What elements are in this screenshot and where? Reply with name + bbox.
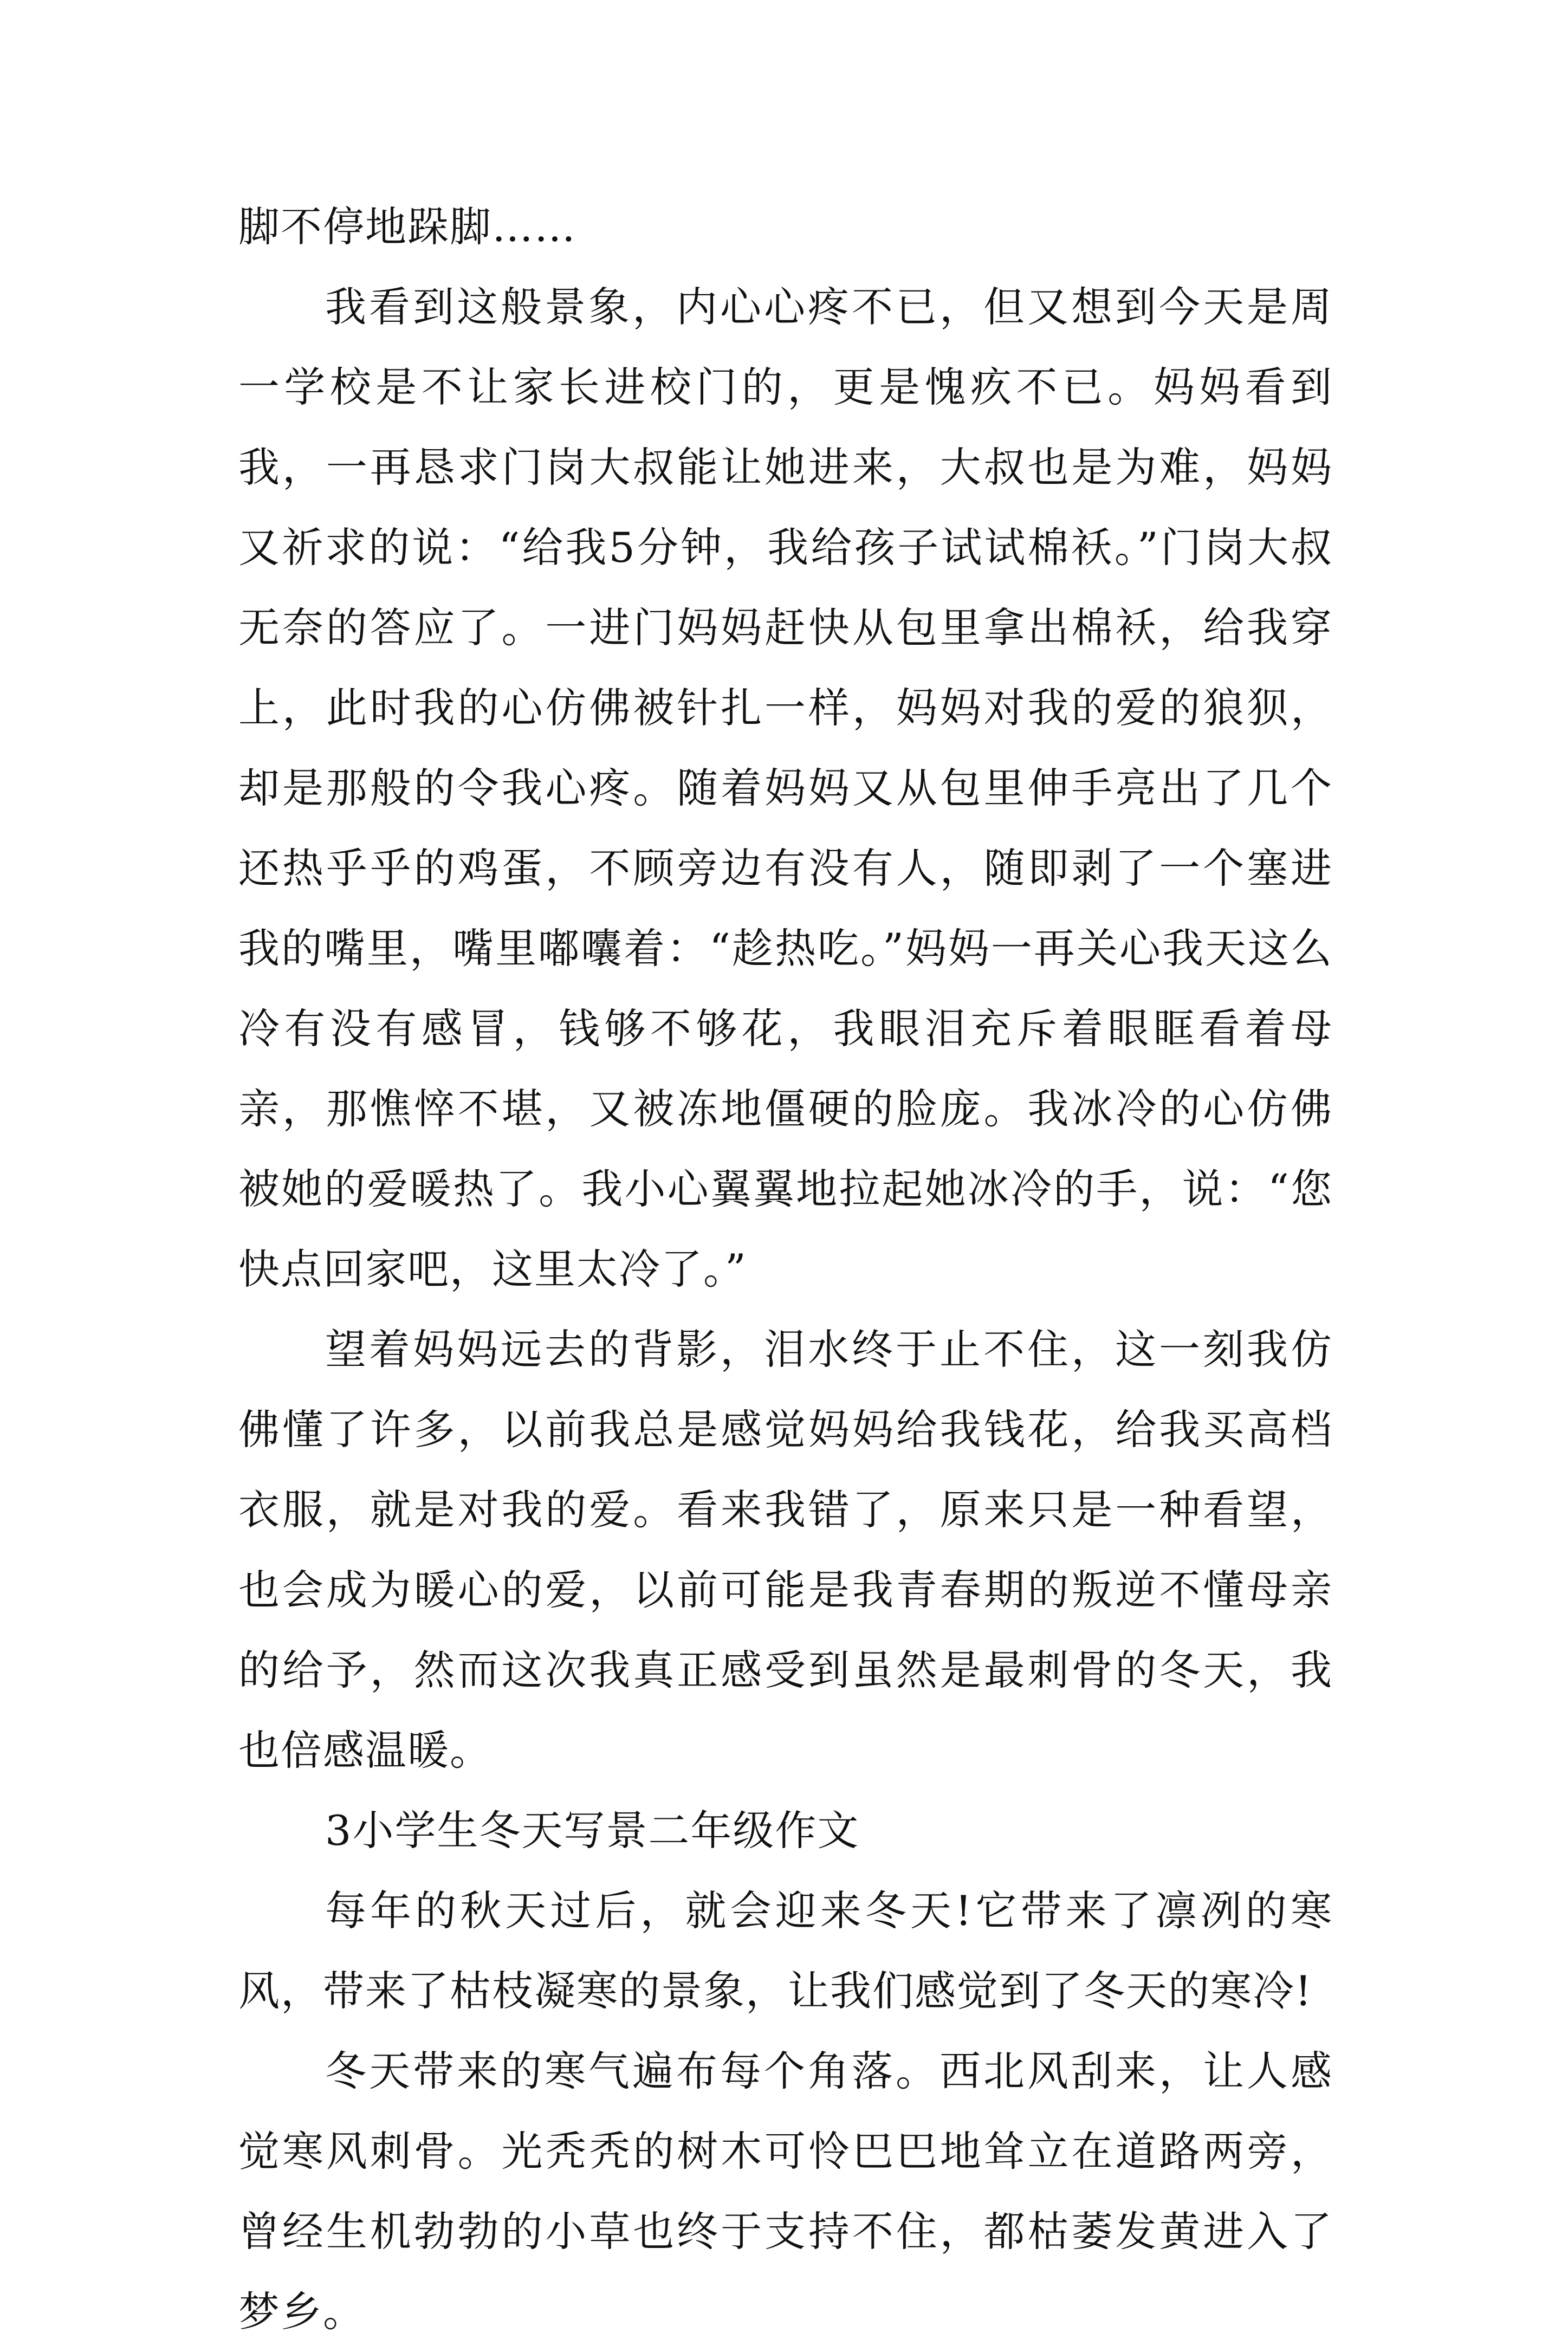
paragraph-continuation: 脚不停地跺脚…… bbox=[238, 203, 576, 251]
paragraph-winter-arrival: 每年的秋天过后，就会迎来冬天!它带来了凛冽的寒风，带来了枯枝凝寒的景象，让我们感觉到了冬天的寒冷! bbox=[238, 1887, 1333, 2015]
paragraph-winter-scene: 冬天带来的寒气遍布每个角落。西北风刮来，让人感觉寒风刺骨。光秃秃的树木可怜巴巴地耸立在道路两旁，曾经生机勃勃的小草也终于支持不住，都枯萎发黄进入了梦乡。 bbox=[238, 2047, 1333, 2336]
document-body bbox=[238, 187, 1333, 2352]
paragraph-mother-visit: 我看到这般景象，内心心疼不已，但又想到今天是周一学校是不让家长进校门的，更是愧疚不已。妈妈看到我，一再恳求门岗大叔能让她进来，大叔也是为难，妈妈又祈求的说：“给我5分钟，我给孩子试试棉袄。”门岗大叔无奈的答应了。一进门妈妈赶快从包里拿出棉袄，给我穿上，此时我的心仿佛被针扎一样，妈妈对我的爱的狼狈，却是那般的令我心疼。随着妈妈又从包里伸手亮出了几个还热乎乎的鸡蛋，不顾旁边有没有人，随即剥了一个塞进我的嘴里，嘴里嘟囔着：“趁热吃。”妈妈一再关心我天这么冷有没有感冒，钱够不够花，我眼泪充斥着眼眶看着母亲，那憔悴不堪，又被冻地僵硬的脸庞。我冰冷的心仿佛被她的爱暖热了。我小心翼翼地拉起她冰冷的手，说：“您快点回家吧，这里太冷了。” bbox=[238, 283, 1333, 1293]
section-heading: 3小学生冬天写景二年级作文 bbox=[325, 1806, 860, 1855]
paragraph-reflection: 望着妈妈远去的背影，泪水终于止不住，这一刻我仿佛懂了许多，以前我总是感觉妈妈给我钱花，给我买高档衣服，就是对我的爱。看来我错了，原来只是一种看望，也会成为暖心的爱，以前可能是我青春期的叛逆不懂母亲的给予，然而这次我真正感受到虽然是最刺骨的冬天，我也倍感温暖。 bbox=[238, 1325, 1333, 1774]
